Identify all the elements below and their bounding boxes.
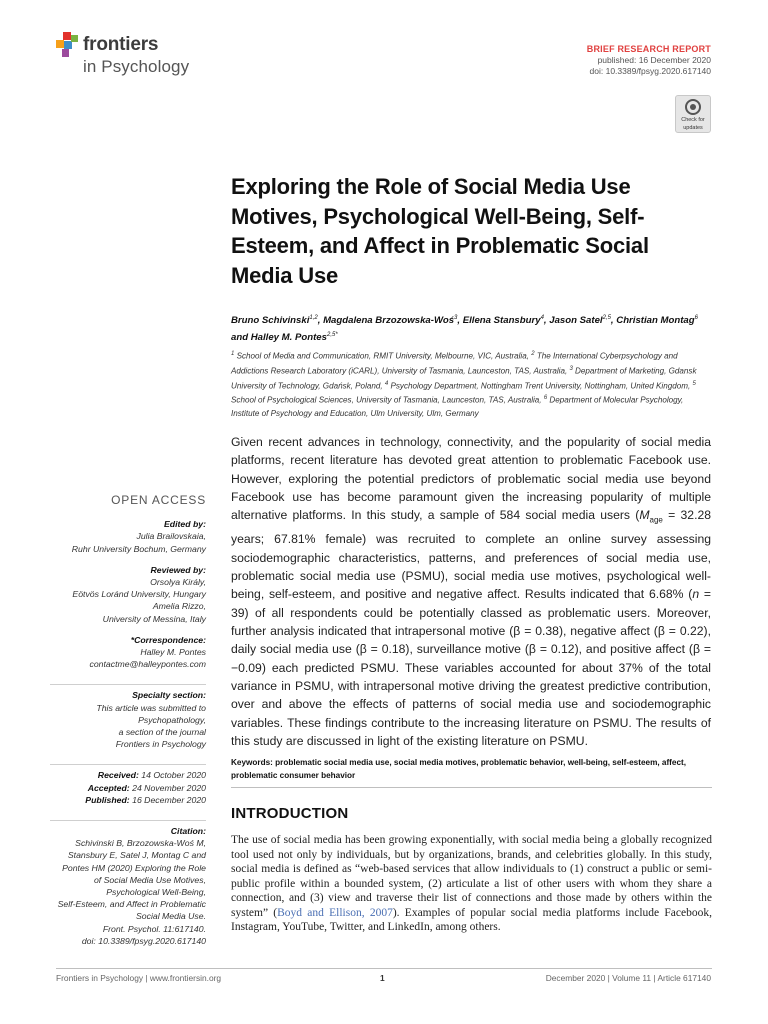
sidebar-divider bbox=[50, 764, 206, 765]
received-label: Received: bbox=[97, 770, 139, 781]
citation-line: Schivinski B, Brzozowska-Woś M, bbox=[75, 838, 206, 849]
citation-line: Stansbury E, Satel J, Montag C and bbox=[67, 850, 206, 861]
reviewed-by-label: Reviewed by: bbox=[150, 564, 206, 575]
accepted-label: Accepted: bbox=[87, 782, 130, 793]
specialty-section-label: Specialty section: bbox=[132, 690, 206, 701]
journal-logo[interactable] bbox=[56, 32, 206, 80]
intro-text-part-1: The use of social media has been growing exponentially, with social media being a globally recognized tool used not only by individuals, but by organizations, brands, and celebrities globally. In this study, social media is defined as “web-based services that allow individuals to (1) construct a public or semi-public profile within a bounded system, (2) articulate a list of other users with whom they share a connection, and (3) view and traverse their list of connections and those made by others within the system” ( bbox=[231, 834, 712, 919]
abstract bbox=[231, 433, 711, 750]
author-name[interactable]: Magdalena Brzozowska-Woś bbox=[323, 315, 455, 327]
author-name[interactable]: Ellena Stansbury bbox=[462, 315, 541, 327]
citation-line: of Social Media Use Motives, bbox=[93, 874, 206, 885]
intro-text-part-2: ). Examples of popular social media platforms include Facebook, Instagram, YouTube, Twitter, and LinkedIn, among others. bbox=[231, 906, 712, 933]
affiliation-text: School of Media and Communication, RMIT University, Melbourne, VIC, Australia, bbox=[234, 351, 532, 361]
affiliation-text: School of Psychological Sciences, University of Tasmania, Launceston, TAS, Australia, bbox=[231, 396, 544, 406]
check-updates-line1: Check for bbox=[681, 117, 705, 123]
page-number: 1 bbox=[380, 973, 385, 983]
author-name[interactable]: Christian Montag bbox=[616, 315, 695, 327]
footer-issue-info: December 2020 | Volume 11 | Article 617140 bbox=[545, 973, 711, 983]
correspondence-email[interactable]: contactme@halleypontes.com bbox=[89, 659, 206, 670]
check-updates-line2: updates bbox=[683, 125, 703, 131]
author-list: Bruno Schivinski$^{1,2}$, Magdalena Brzozowska-Woś$^3$, Ellena Stansbury$^4$, Jason Satel$^{2,5}$, Christian Montag$^6$ and Halley M. Pontes$^{2,5*}$ bbox=[231, 315, 698, 344]
citation-line: Pontes HM (2020) Exploring the Role bbox=[62, 862, 206, 873]
logo-word-journal: in Psychology bbox=[83, 57, 190, 76]
editor-name[interactable]: Julia Brailovskaia, bbox=[136, 531, 206, 542]
correspondence-name: Halley M. Pontes bbox=[140, 647, 206, 658]
published-label: Published: bbox=[85, 794, 130, 805]
sidebar-divider bbox=[50, 684, 206, 685]
affiliation-number: 1 bbox=[231, 351, 235, 357]
citation-line: Front. Psychol. 11:617140. bbox=[102, 923, 206, 934]
correspondence-label: *Correspondence: bbox=[130, 634, 206, 645]
n-symbol: n bbox=[692, 587, 700, 602]
keywords-divider bbox=[231, 787, 712, 788]
introduction-paragraph bbox=[231, 833, 712, 935]
affiliation-text: Department of Marketing, Gdansk University of Technology, Gdańsk, Poland, bbox=[231, 366, 697, 391]
specialty-line: Psychopathology, bbox=[138, 714, 206, 725]
author-name[interactable]: Jason Satel bbox=[549, 315, 603, 327]
affiliation-number: 2 bbox=[531, 351, 535, 357]
article-meta bbox=[587, 44, 711, 77]
frontiers-logo-icon bbox=[56, 32, 80, 58]
sidebar-divider bbox=[50, 820, 206, 821]
author-affiliation-marker: 2,5* bbox=[326, 332, 338, 339]
author-affiliation-marker: 4 bbox=[540, 315, 544, 321]
reviewer-name[interactable]: Amelia Rizzo, bbox=[152, 601, 206, 612]
article-doi[interactable]: doi: 10.3389/fpsyg.2020.617140 bbox=[589, 66, 711, 76]
affiliation-text: Department of Molecular Psychology, Institute of Psychology and Education, Ulm University, Ulm, Germany bbox=[231, 396, 684, 419]
citation-line: Self-Esteem, and Affect in Problematic bbox=[57, 899, 206, 910]
specialty-line: a section of the journal bbox=[118, 727, 206, 738]
reviewer-name[interactable]: Orsolya Király, bbox=[150, 577, 206, 588]
citation-doi[interactable]: doi: 10.3389/fpsyg.2020.617140 bbox=[81, 935, 206, 946]
article-type: BRIEF RESEARCH REPORT bbox=[586, 44, 711, 54]
citation-line: Social Media Use. bbox=[135, 911, 206, 922]
abstract-part-3: = 39) of all respondents could be potentially classed as problematic users. Moreover, further analysis indicated that intrapersonal motive (β = 0.38), negative affect (β = 0.22), daily social media use (β = 0.18), surveillance motive (β = 0.12), and positive affect (β = −0.09) each predicted PSMU. These variables accounted for about 37% of the total variance in PSMU, with intrapersonal motive driving the greatest predictive contribution, over and above the effects of patterns of social media use and sociodemographic variables. These findings contribute to the increasing literature on PSMU. The results of this study are discussed in light of the existing literature on PSMU. bbox=[231, 587, 711, 748]
abstract-part-2: = 32.28 years; 67.81% female) was recruited to complete an online survey assessing sociodemographic characteristics, patterns, and preferences of social media use, problematic social media use (PSMU), social media use motives, psychological well-being, self-esteem, and positive and negative affect. Results indicated that 6.68% ( bbox=[231, 508, 712, 602]
affiliation-number: 3 bbox=[569, 365, 573, 372]
accepted-date bbox=[50, 782, 206, 794]
published-value: 16 December 2020 bbox=[132, 794, 206, 805]
footer-journal-link[interactable]: Frontiers in Psychology | www.frontiersin.org bbox=[56, 973, 222, 983]
citation-label: Citation: bbox=[170, 826, 206, 837]
m-symbol: M bbox=[639, 508, 650, 523]
article-title: Exploring the Role of Social Media Use Motives, Psychological Well-Being, Self-Esteem, and Affect in Problematic Social Media Use bbox=[231, 174, 649, 288]
specialty-line: Frontiers in Psychology bbox=[115, 739, 206, 750]
affiliation-number: 6 bbox=[543, 395, 548, 402]
received-date bbox=[50, 769, 206, 781]
m-subscript: age bbox=[649, 515, 663, 525]
affiliations bbox=[231, 348, 713, 420]
published-date-sidebar bbox=[50, 794, 206, 806]
author-name[interactable]: Halley M. Pontes bbox=[250, 332, 327, 344]
published-date: published: 16 December 2020 bbox=[597, 55, 711, 65]
crossmark-icon bbox=[685, 99, 701, 115]
accepted-value: 24 November 2020 bbox=[132, 782, 206, 793]
editor-affiliation: Ruhr University Bochum, Germany bbox=[71, 543, 206, 554]
author-affiliation-marker: 2,5 bbox=[602, 315, 611, 321]
received-value: 14 October 2020 bbox=[141, 770, 206, 781]
edited-by-label: Edited by: bbox=[164, 519, 206, 530]
reviewer-affiliation: University of Messina, Italy bbox=[102, 613, 206, 624]
footer-divider bbox=[56, 968, 712, 969]
affiliation-text: The International Cyberpsychology and Addictions Research Laboratory (iCARL), University of Tasmania, Launceston, TAS, Australia, bbox=[231, 351, 678, 376]
article-info-sidebar bbox=[50, 494, 206, 947]
affiliation-text: Psychology Department, Nottingham Trent University, Nottingham, United Kingdom, bbox=[388, 381, 693, 391]
author-name[interactable]: Bruno Schivinski bbox=[231, 315, 310, 327]
affiliation-number: 5 bbox=[692, 380, 696, 387]
citation-line: Psychological Well-Being, bbox=[106, 887, 206, 898]
keywords: Keywords: problematic social media use, social media motives, problematic behavior, well-being, self-esteem, affect, problematic consumer behavior bbox=[231, 758, 687, 780]
logo-word-frontiers: frontiers bbox=[83, 34, 159, 55]
author-affiliation-marker: 3 bbox=[454, 315, 458, 321]
abstract-part-1: Given recent advances in technology, connectivity, and the popularity of social media platforms, recent literature has devoted great attention to problematic Facebook use. However, exploring the potential predictors of problematic social media use beyond Facebook use has become paramount given the increasing popularity of multiple alternative platforms. In this study, a sample of 584 social media users ( bbox=[231, 435, 711, 523]
section-heading-introduction: INTRODUCTION bbox=[231, 805, 349, 822]
affiliation-number: 4 bbox=[384, 380, 389, 387]
author-affiliation-marker: 1,2 bbox=[309, 315, 318, 321]
author-affiliation-marker: 6 bbox=[694, 315, 698, 321]
open-access-label: OPEN ACCESS bbox=[111, 493, 206, 507]
specialty-line: This article was submitted to bbox=[96, 702, 206, 713]
citation-link[interactable]: Boyd and Ellison, 2007 bbox=[277, 906, 393, 919]
reviewer-affiliation: Eötvös Loránd University, Hungary bbox=[72, 589, 206, 600]
check-for-updates-button[interactable] bbox=[675, 95, 711, 133]
